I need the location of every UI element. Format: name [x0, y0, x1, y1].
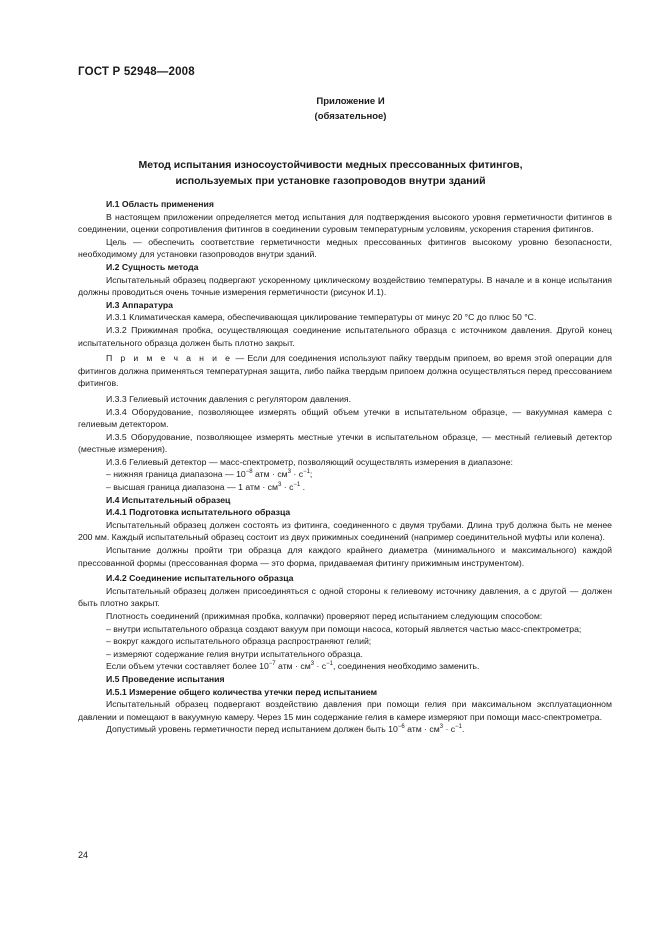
title-line-2: используемых при установке газопроводов внутри зданий: [175, 175, 486, 187]
paragraph: И.3.3 Гелиевый источник давления с регулятором давления.: [106, 393, 352, 404]
list-item: [106, 481, 612, 494]
paragraph: Испытательный образец должен присоединяться с одной стороны к гелиевому источнику давления, а с другой — должен быть плотно закрыт.: [78, 585, 612, 609]
text-run: .: [461, 724, 465, 735]
appendix-label: Приложение И: [316, 96, 385, 107]
section-heading: И.2 Сущность метода: [106, 261, 199, 272]
exponent: −6: [397, 724, 405, 731]
section-heading: И.5 Проведение испытания: [106, 673, 225, 684]
text-run: .: [300, 482, 306, 493]
paragraph: Плотность соединений (прижимная пробка, колпачки) проверяют перед испытанием следующим способом:: [106, 611, 543, 621]
text-run: – высшая граница диапазона — 1 атм · см: [106, 482, 278, 493]
list-item: – измеряют содержание гелия внутри испытательного образца.: [106, 648, 363, 659]
paragraph: Испытание должны пройти три образца для каждого крайнего диаметра (минимального и максимального) каждой прессованной формы (прессованная форма — это форма, придаваемая фитингу прижимным инструментом).: [78, 545, 612, 568]
text-run: Допустимый уровень герметичности перед испытанием должен быть 10: [106, 724, 398, 735]
document-body: [78, 198, 612, 736]
exponent: 3: [287, 469, 291, 476]
text-run: атм · см: [275, 661, 311, 672]
paragraph: И.3.1 Климатическая камера, обеспечивающая циклирование температуры от минус 20 °С до плюс 50 °С.: [106, 312, 537, 323]
section-heading: И.3 Аппаратура: [106, 299, 173, 310]
text-run: Если объем утечки составляет более 10: [106, 661, 269, 672]
exponent: −8: [245, 469, 253, 476]
paragraph: [78, 723, 612, 736]
note-text: — Если для соединения используют пайку твердым припоем, во время этой операции для фитингов должна применяться температурная защита, либо пайка твердым припоем должна осуществляться перед прессованием фитингов.: [78, 353, 612, 389]
exponent: −1: [455, 724, 462, 731]
appendix-status: (обязательное): [314, 111, 387, 122]
text-run: , соединения необходимо заменить.: [332, 661, 480, 672]
exponent: 3: [310, 661, 315, 668]
appendix-block: [0, 94, 661, 124]
paragraph: [78, 660, 612, 673]
text-run: · с: [290, 469, 304, 480]
paragraph: И.3.4 Оборудование, позволяющее измерять общий объем утечки в испытательном образце, — вакуумная камера с гелиевым детектором.: [78, 406, 612, 430]
subsection-heading: И.5.1 Измерение общего количества утечки перед испытанием: [106, 686, 378, 697]
paragraph: И.3.6 Гелиевый детектор — масс-спектрометр, позволяющий осуществлять измерения в диапазоне:: [106, 456, 513, 467]
section-heading: И.1 Область применения: [106, 199, 214, 209]
paragraph: Цель — обеспечить соответствие герметичности медных прессованных фитингов высокому уровню безопасности, необходимому для установки газопроводов внутри зданий.: [78, 236, 612, 260]
subsection-heading: И.4.2 Соединение испытательного образца: [106, 573, 294, 584]
list-item: [106, 468, 612, 481]
title-line-1: Метод испытания износоустойчивости медных прессованных фитингов,: [138, 159, 523, 171]
text-run: · с: [281, 482, 294, 493]
text-run: · с: [443, 724, 456, 735]
list-item: – вокруг каждого испытательного образца распространяют гелий;: [106, 636, 372, 647]
document-header-standard: ГОСТ Р 52948—2008: [78, 66, 195, 78]
text-run: ;: [309, 469, 313, 480]
appendix-title: [0, 157, 661, 189]
exponent: 3: [278, 482, 282, 489]
text-run: атм · см: [404, 724, 440, 735]
exponent: −7: [268, 661, 276, 668]
exponent: −1: [326, 661, 333, 668]
text-run: атм · см: [252, 469, 288, 480]
exponent: 3: [439, 724, 444, 731]
text-run: – нижняя граница диапазона — 10: [106, 469, 246, 480]
paragraph: И.3.5 Оборудование, позволяющее измерять местные утечки в испытательном образце, — местный гелиевый детектор (местные измерения).: [78, 431, 612, 455]
paragraph: Испытательный образец должен состоять из фитинга, соединенного с двумя трубами. Длина труб должна быть не менее 200 мм. Каждый испытательный образец состоит из двух прижимных соединений (например соединительной муфты или колена).: [78, 519, 612, 543]
paragraph: И.3.2 Прижимная пробка, осуществляющая соединение испытательного образца с источником давления. Другой конец испытательного образца должен быть плотно закрыт.: [78, 324, 612, 348]
paragraph: Испытательный образец подвергают воздействию давления при помощи гелия при максимальном эксплуатационном давлении и помещают в вакуумную камеру. Через 15 мин содержание гелия в камере измеряют при помощи масс-спектрометра.: [78, 699, 612, 722]
paragraph: В настоящем приложении определяется метод испытания для подтверждения высокого уровня герметичности фитингов в соединении, оценки сопротивления фитингов в соединении суровым температурным условиям, ускорения старения фитингов.: [78, 211, 612, 235]
section-heading: И.4 Испытательный образец: [106, 494, 231, 505]
exponent: −1: [293, 482, 301, 489]
page-number: 24: [78, 850, 89, 860]
note: [78, 352, 612, 390]
subsection-heading: И.4.1 Подготовка испытательного образца: [106, 507, 291, 518]
note-label: П р и м е ч а н и е: [106, 353, 233, 364]
paragraph: Испытательный образец подвергают ускоренному циклическому воздействию температуры. В начале и в конце испытания должны проводиться очень точные измерения герметичности (рисунок И.1).: [78, 274, 612, 298]
exponent: −1: [303, 469, 310, 476]
list-item: – внутри испытательного образца создают вакуум при помощи насоса, который является частью масс-спектрометра;: [106, 623, 582, 634]
text-run: · с: [314, 661, 327, 672]
